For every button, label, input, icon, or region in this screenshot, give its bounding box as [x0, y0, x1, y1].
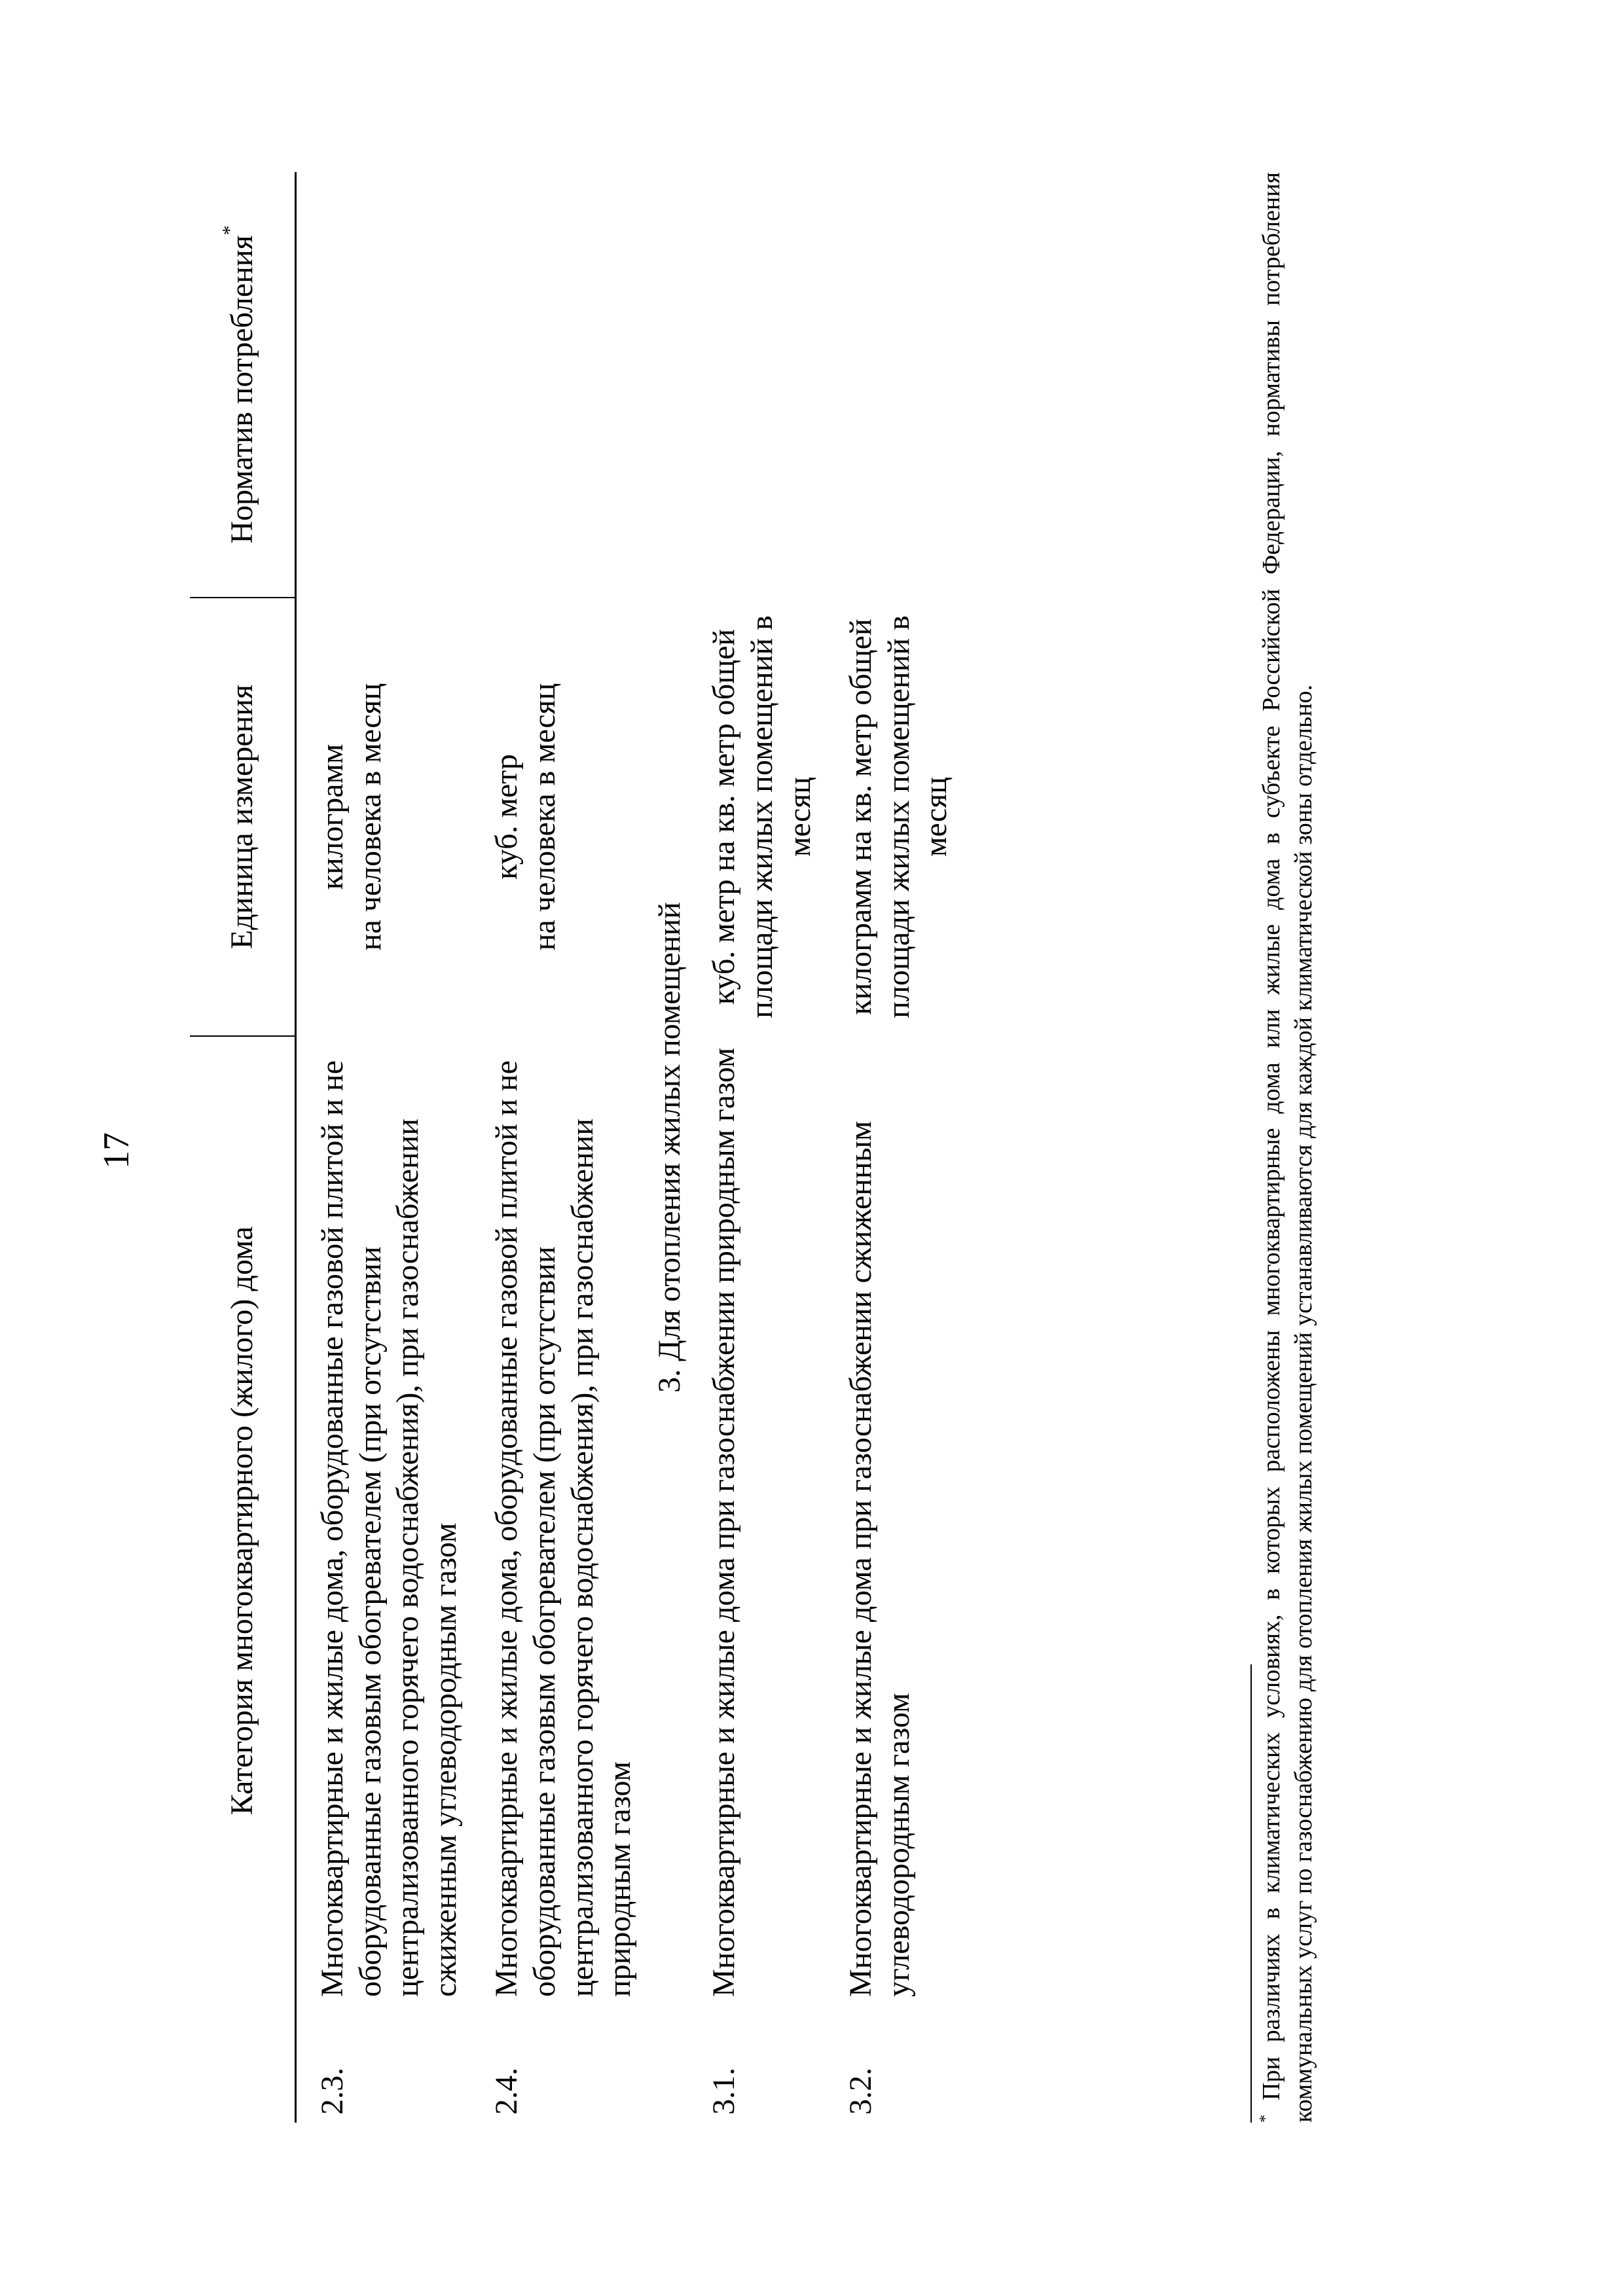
section-heading: 3. Для отопления жилых помещений [651, 902, 687, 1393]
section-heading-row [646, 172, 689, 2123]
row-unit-line: килограмм [315, 744, 350, 890]
row-norm [471, 172, 645, 598]
page-number: 17 [96, 1132, 137, 1169]
row-category: Многоквартирные и жилые дома при газоснабжении сжиженным углеводородным газом [843, 1121, 916, 1997]
row-unit-line: куб. метр [489, 754, 524, 880]
row-category: Многоквартирные и жилые дома, оборудованные газовой плитой и не оборудованные газовым обогревателем (при отсутствии централизованного горячего водоснабжения), при газоснабжении природным газом [489, 1060, 638, 1997]
header-unit: Единица измерения [190, 598, 296, 1036]
row-number: 3.1. [706, 2068, 742, 2115]
row-unit: куб. метр на кв. метр общей площади жилых помещений в месяц [706, 615, 817, 1018]
table-row [825, 172, 962, 2123]
footnote [1256, 172, 1319, 2123]
row-unit [296, 598, 471, 1036]
header-norm-label: Норматив потребления [225, 235, 260, 544]
row-unit-line: на человека в месяц [526, 683, 562, 951]
footnote-marker: * [1257, 2115, 1274, 2123]
header-number [190, 2005, 296, 2123]
row-norm [296, 172, 471, 598]
footnote-marker: * [219, 225, 241, 236]
row-unit [471, 598, 645, 1036]
table-header-row [190, 172, 296, 2123]
row-category: Многоквартирные и жилые дома при газоснабжении природным газом [706, 1047, 742, 1997]
footnote-divider [1250, 1664, 1252, 2123]
row-category: Многоквартирные и жилые дома, оборудованные газовой плитой и не оборудованные газовым обогревателем (при отсутствии централизованного горячего водоснабжения), при газоснабжении сжиженным углеводородным газом [315, 1060, 463, 1997]
table-row [688, 172, 825, 2123]
header-norm [190, 172, 296, 598]
header-category: Категория многоквартирного (жилого) дома [190, 1036, 296, 2005]
table-row [296, 172, 471, 2123]
row-number: 3.2. [843, 2068, 879, 2115]
row-unit-line: на человека в месяц [352, 683, 388, 951]
row-norm [825, 172, 962, 598]
consumption-norms-table [190, 172, 962, 2123]
row-unit: килограмм на кв. метр общей площади жилых помещений в месяц [843, 615, 954, 1018]
row-norm [688, 172, 825, 598]
row-number: 2.3. [315, 2068, 350, 2115]
footnote-text: При различиях в климатических условиях, в которых расположены многоквартирные дома или жилые дома в субъекте Российской Федерации, нормативы потребления коммунальных услуг по газоснабжению для отопления жилых помещений устанавливаются для каждой климатической зоны отдельно. [1258, 171, 1317, 2123]
table-row [471, 172, 645, 2123]
row-number: 2.4. [489, 2068, 524, 2115]
